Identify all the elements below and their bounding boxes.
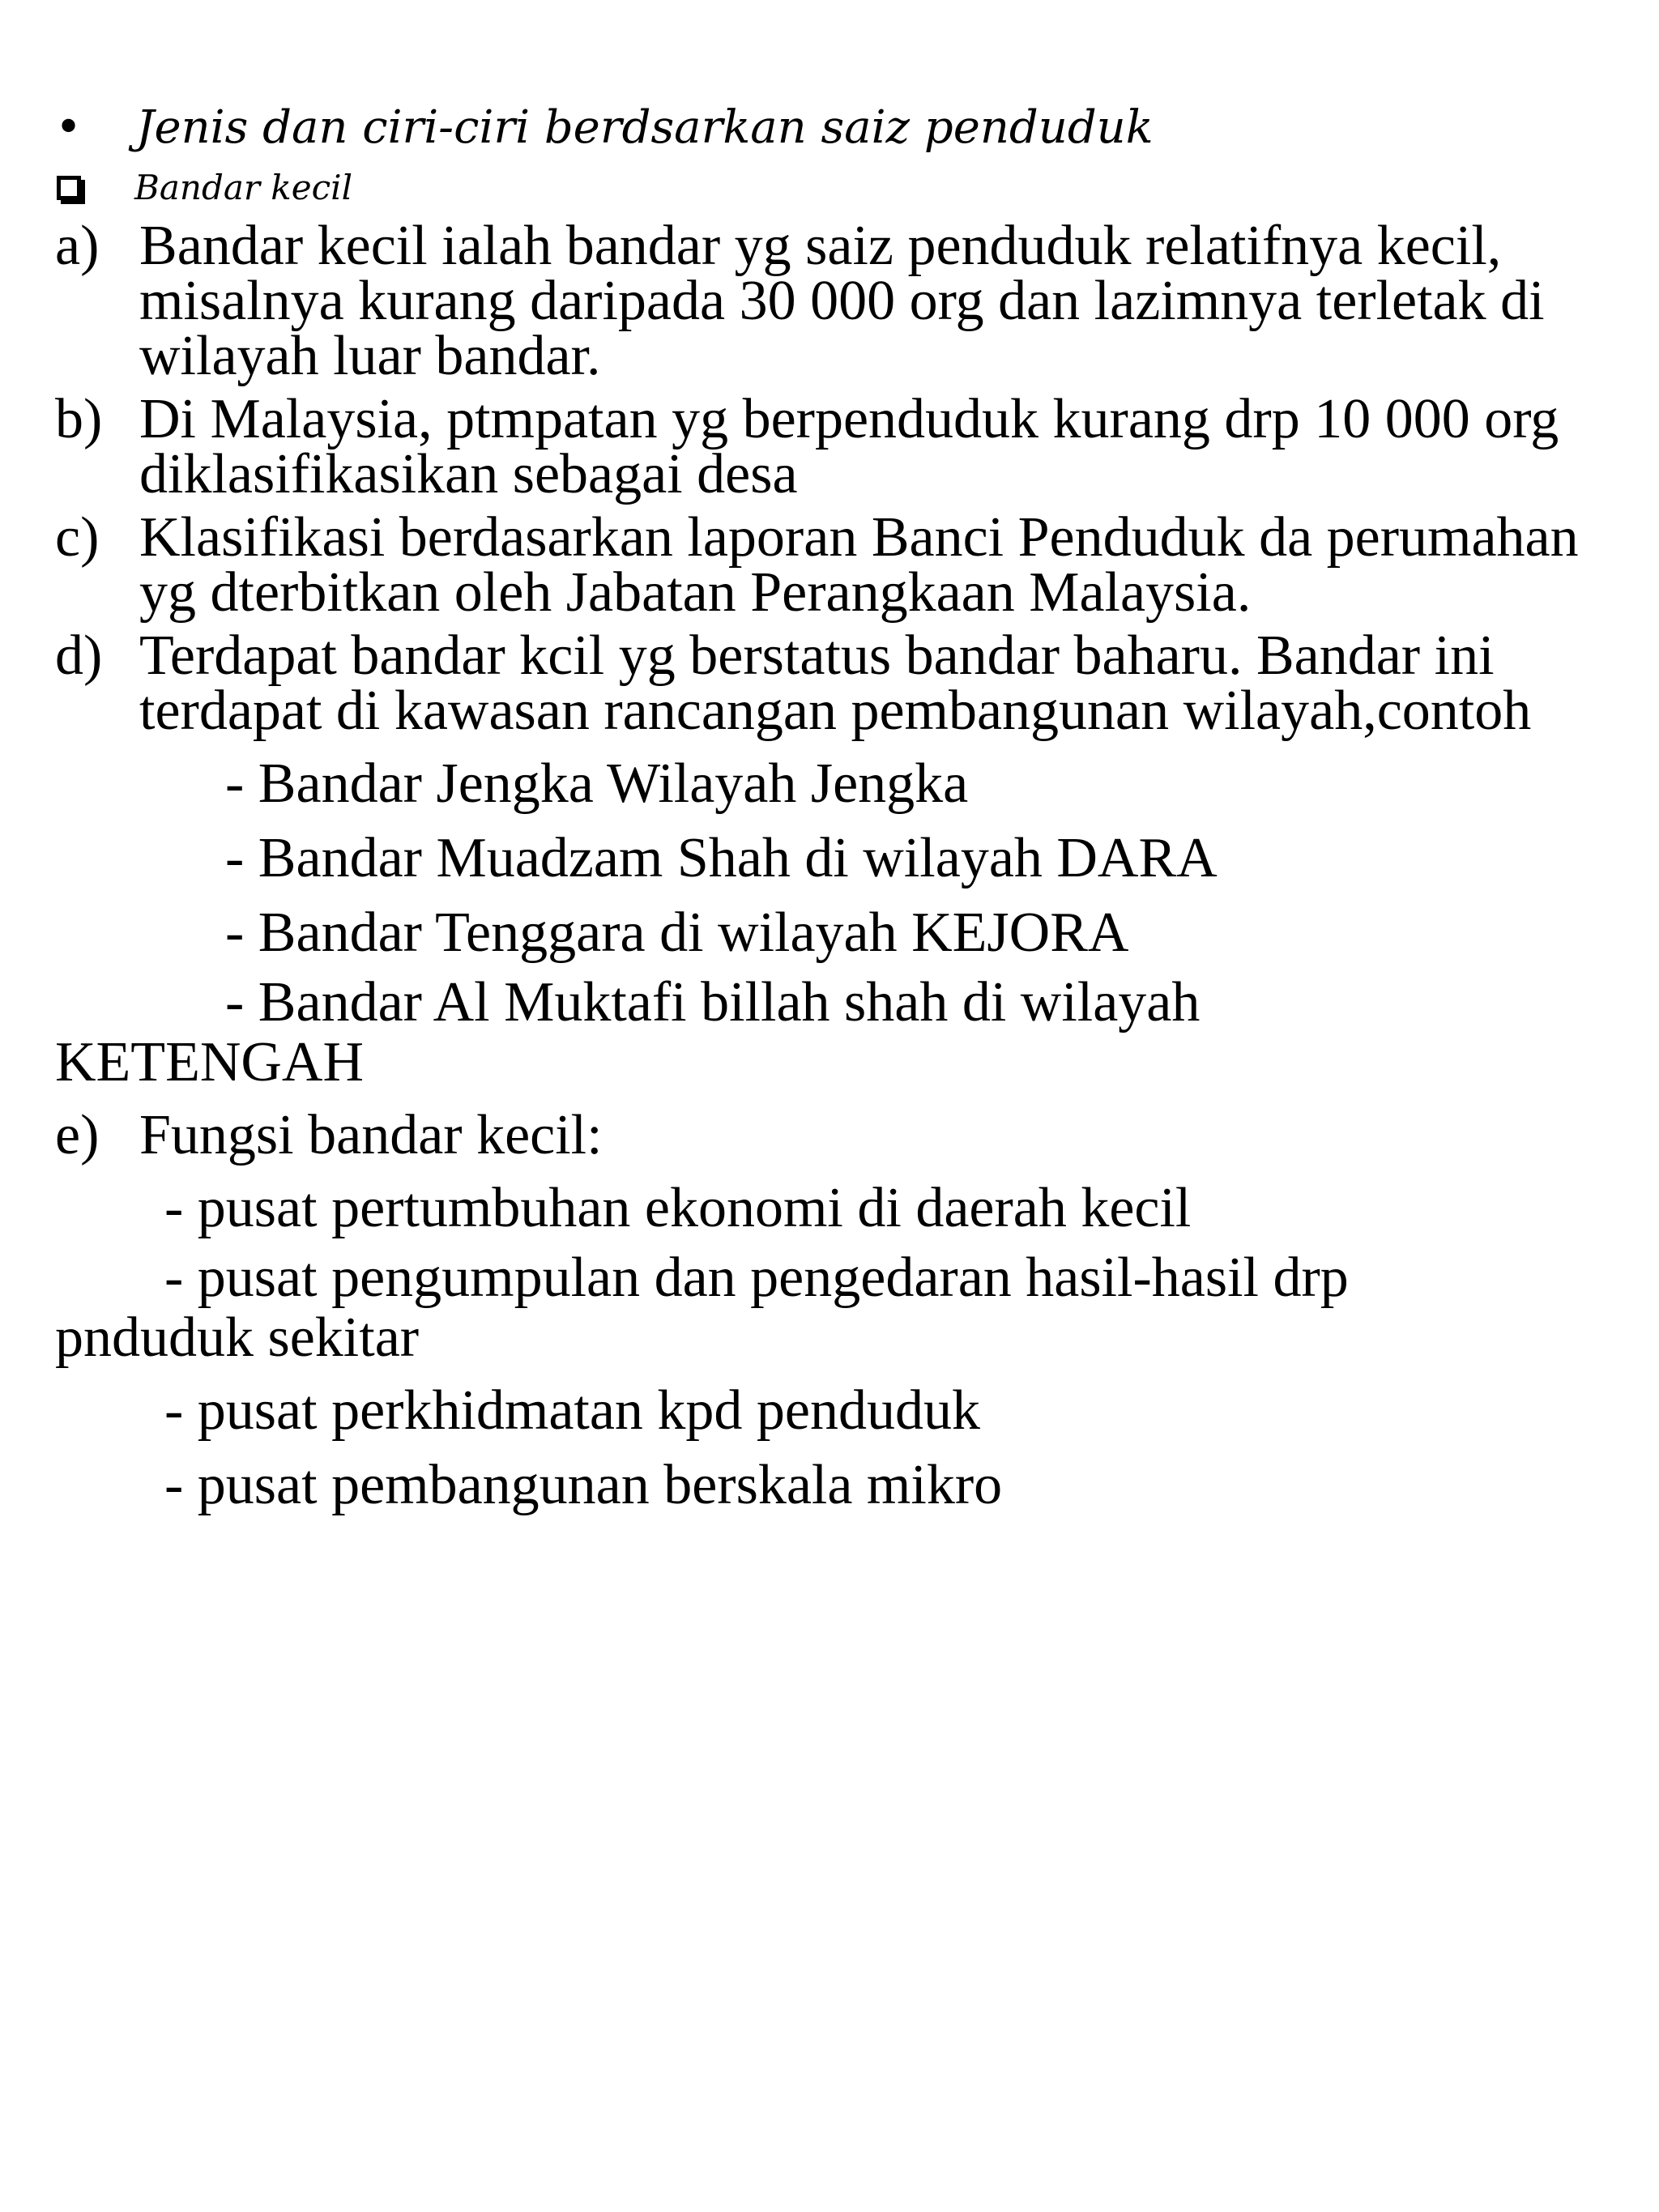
item-letter: d) (55, 624, 103, 687)
function-overflow-line: pnduduk sekitar (55, 1306, 420, 1369)
list-item-e (55, 1104, 1610, 1166)
item-text: Fungsi bandar kecil: (139, 1104, 603, 1166)
example-overflow-line: KETENGAH (55, 1031, 365, 1093)
function-line: - pusat pembangunan berskala mikro (164, 1454, 1003, 1516)
subheading-text: Bandar kecil (134, 168, 353, 207)
example-line: - Bandar Muadzam Shah di wilayah DARA (225, 827, 1218, 889)
body-content (55, 215, 1610, 1523)
list-item-d (55, 624, 1610, 742)
item-letter: c) (55, 506, 100, 569)
bullet-icon: • (55, 101, 83, 154)
item-letter: b) (55, 388, 103, 450)
function-line: - pusat perkhidmatan kpd penduduk (164, 1379, 981, 1442)
example-line: - Bandar Tenggara di wilayah KEJORA (225, 901, 1129, 964)
example-line: - Bandar Jengka Wilayah Jengka (225, 752, 969, 815)
item-text: Di Malaysia, ptmpatan yg berpenduduk kurang drp 10 000 org diklasifikasikan sebagai desa (139, 388, 1559, 505)
item-text: Terdapat bandar kcil yg berstatus bandar baharu. Bandar ini terdapat di kawasan rancangan pembangunan wilayah,contoh (139, 624, 1532, 742)
heading-line (55, 96, 1594, 160)
list-item-a (55, 215, 1610, 387)
example-line: - Bandar Al Muktafi billah shah di wilayah (225, 971, 1201, 1034)
checkbox-bullet-icon (57, 176, 81, 200)
item-text: Klasifikasi berdasarkan laporan Banci Penduduk da perumahan yg dterbitkan oleh Jabatan Perangkaan Malaysia. (139, 506, 1579, 624)
list-item-b (55, 388, 1610, 505)
item-letter: a) (55, 215, 100, 277)
heading-text: Jenis dan ciri-ciri berdsarkan saiz penduduk (136, 101, 1154, 154)
subheading-line (55, 162, 1594, 214)
item-text: Bandar kecil ialah bandar yg saiz penduduk relatifnya kecil, misalnya kurang daripada 30 000 org dan lazimnya terletak di wilayah luar bandar. (139, 215, 1545, 387)
list-item-c (55, 506, 1610, 624)
function-line: - pusat pertumbuhan ekonomi di daerah kecil (164, 1177, 1192, 1239)
function-line: - pusat pengumpulan dan pengedaran hasil-hasil drp (164, 1247, 1349, 1309)
item-letter: e) (55, 1104, 100, 1166)
